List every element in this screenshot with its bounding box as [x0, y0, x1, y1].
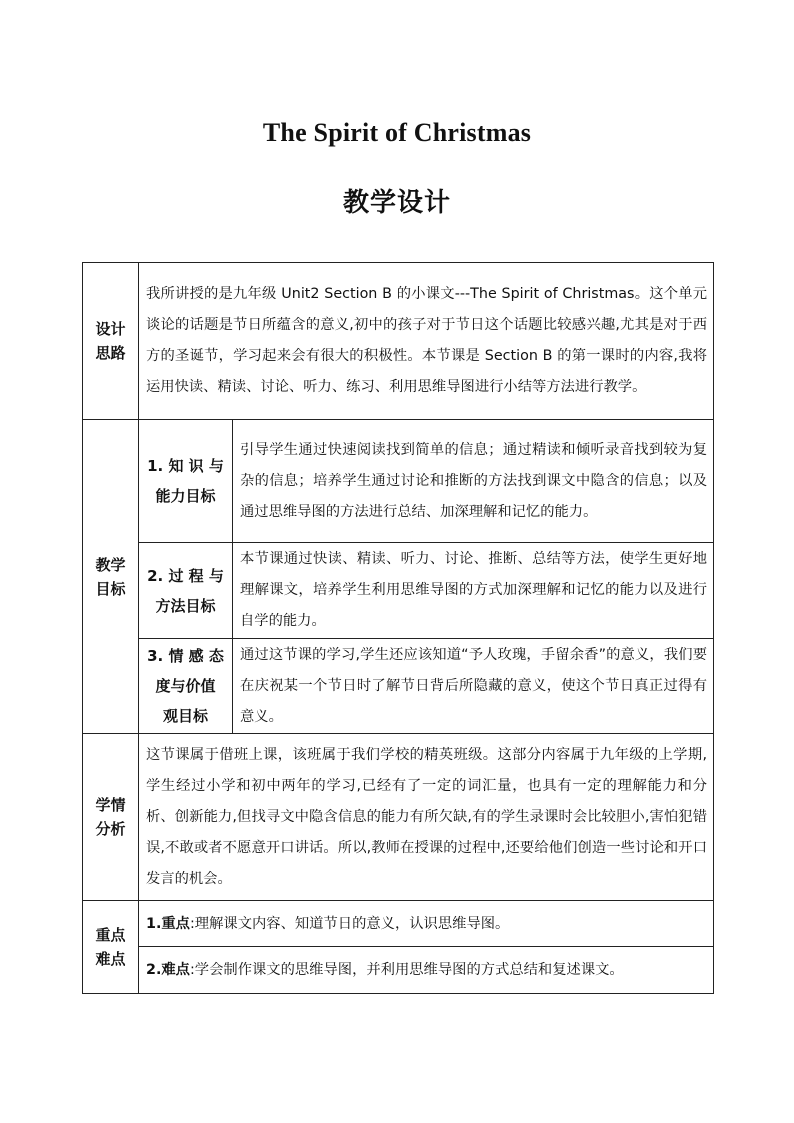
- student-analysis-label: [83, 734, 139, 901]
- objective-process-label: [139, 543, 233, 639]
- difficult-point-label: 难点: [161, 962, 190, 978]
- design-idea-label-line2: 思路: [95, 344, 126, 362]
- key-point-text: [139, 901, 714, 947]
- student-analysis-row: [83, 734, 714, 901]
- design-idea-label: [83, 263, 139, 420]
- objective-knowledge-label: [139, 420, 233, 543]
- difficult-point-prefix: 2.: [146, 962, 162, 978]
- lesson-plan-table: [82, 262, 714, 994]
- design-idea-label-line1: 设计: [95, 320, 126, 338]
- key-difficult-label-line2: 难点: [95, 950, 126, 968]
- objective-emotion-label-line3: 观目标: [162, 707, 208, 725]
- key-point-label: 重点: [161, 915, 190, 932]
- objective-process-label-line1: 2. 过 程 与: [147, 566, 224, 585]
- objective-emotion-label-line1: 3. 情 感 态: [147, 647, 224, 665]
- objective-emotion-label: [139, 639, 233, 734]
- key-point-content: :理解课文内容、知道节日的意义，认识思维导图。: [189, 915, 510, 932]
- objective-knowledge-label-line1: 1. 知 识 与: [147, 457, 224, 475]
- objective-knowledge-text: 引导学生通过快速阅读找到简单的信息；通过精读和倾听录音找到较为复杂的信息；培养学生通过讨论和推断的方法找到课文中隐含的信息；以及通过思维导图的方法进行总结、加深理解和记忆的能力。: [233, 420, 714, 543]
- design-idea-text: 我所讲授的是九年级 Unit2 Section B 的小课文---The Spirit of Christmas。这个单元谈论的话题是节日所蕴含的意义,初中的孩子对于节日这个话题比较感兴趣,尤其是对于西方的圣诞节，学习起来会有很大的积极性。本节课是 Section B 的第一课时的内容,我将运用快读、精读、讨论、听力、练习、利用思维导图进行小结等方法进行教学。: [139, 263, 714, 420]
- objective-process-label-line2: 方法目标: [155, 596, 216, 615]
- student-analysis-label-line2: 分析: [95, 820, 126, 838]
- objective-knowledge-label-line2: 能力目标: [155, 487, 216, 505]
- difficult-point-text: [139, 947, 714, 994]
- design-idea-row: [83, 263, 714, 420]
- difficult-point-row: [83, 947, 714, 994]
- objective-row-emotion: [83, 639, 714, 734]
- objectives-label: [83, 420, 139, 734]
- key-difficult-label: [83, 901, 139, 994]
- difficult-point-content: :学会制作课文的思维导图，并利用思维导图的方式总结和复述课文。: [189, 962, 624, 978]
- student-analysis-text: 这节课属于借班上课，该班属于我们学校的精英班级。这部分内容属于九年级的上学期,学生经过小学和初中两年的学习,已经有了一定的词汇量，也具有一定的理解能力和分析、创新能力,但找寻文中隐含信息的能力有所欠缺,有的学生录课时会比较胆小,害怕犯错误,不敢或者不愿意开口讲话。所以,教师在授课的过程中,还要给他们创造一些讨论和开口发言的机会。: [139, 734, 714, 901]
- objective-emotion-text: 通过这节课的学习,学生还应该知道“予人玫瑰，手留余香”的意义，我们要在庆祝某一个节日时了解节日背后所隐藏的意义，使这个节日真正过得有意义。: [233, 639, 714, 734]
- key-difficult-label-line1: 重点: [95, 926, 126, 944]
- objectives-label-line2: 目标: [95, 579, 126, 598]
- objective-row-knowledge: [83, 420, 714, 543]
- student-analysis-label-line1: 学情: [95, 796, 126, 814]
- document-title: The Spirit of Christmas: [262, 118, 532, 147]
- key-point-prefix: 1.: [146, 915, 162, 932]
- key-point-row: [83, 901, 714, 947]
- objective-row-process: [83, 543, 714, 639]
- document-subtitle: 教学设计: [342, 188, 451, 218]
- objective-emotion-label-line2: 度与价值: [155, 677, 216, 695]
- objectives-label-line1: 教学: [95, 555, 126, 574]
- objective-process-text: 本节课通过快读、精读、听力、讨论、推断、总结等方法，使学生更好地理解课文，培养学生利用思维导图的方式加深理解和记忆的能力以及进行自学的能力。: [233, 543, 714, 639]
